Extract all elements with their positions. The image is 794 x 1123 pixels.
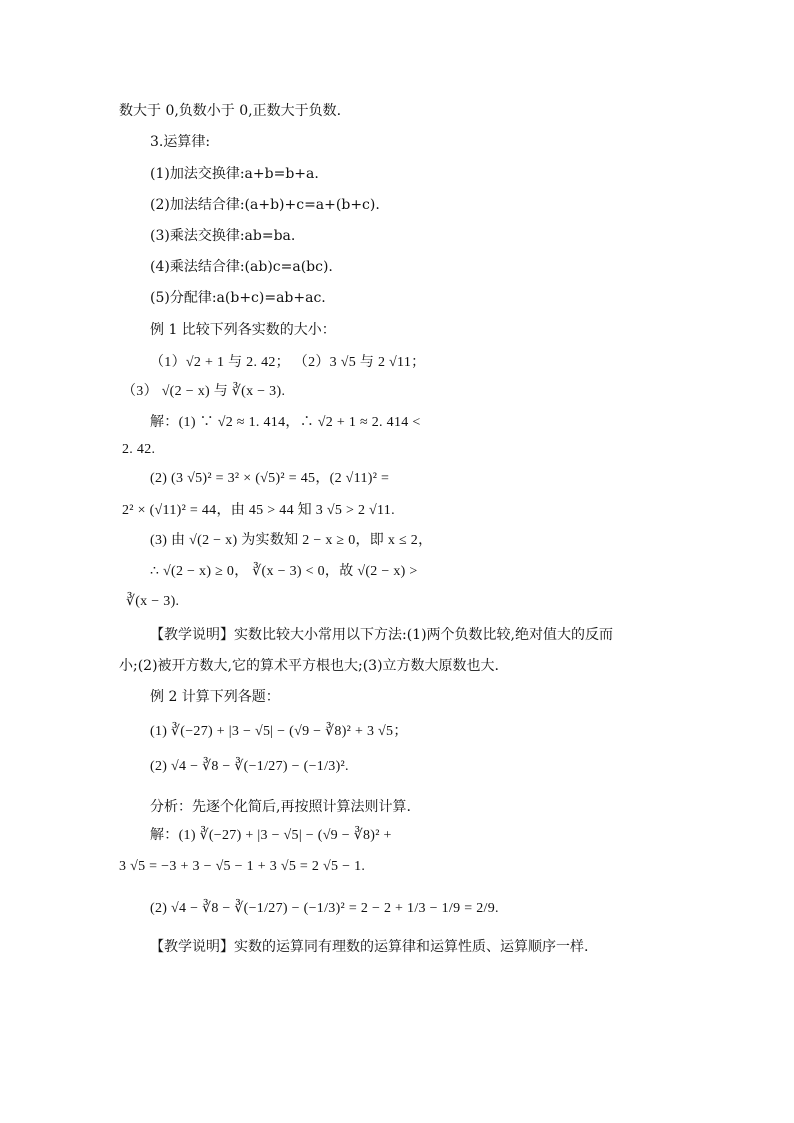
text-line-2: 3.运算律: bbox=[150, 134, 211, 150]
example-2-title: 例 2 计算下列各题： bbox=[150, 689, 280, 705]
example-1-items: （1）√2 + 1 与 2. 42； （2）3 √5 与 2 √11； bbox=[150, 355, 426, 370]
teaching-note-1-line-2: 小;(2)被开方数大,它的算术平方根也大;(3)立方数大原数也大. bbox=[119, 658, 499, 674]
solution-1-line-3: (2) (3 √5)² = 3² × (√5)² = 45，(2 √11)² = bbox=[150, 471, 390, 486]
analysis-line: 分析：先逐个化简后,再按照计算法则计算. bbox=[150, 799, 411, 815]
solution-2-line-3: (2) √4 − ∛8 − ∛(−1/27) − (−1/3)² = 2 − 2 + 1/3 − 1/9 = 2/9. bbox=[150, 901, 499, 916]
solution-1-line-6: ∴ √(2 − x) ≥ 0， ∛(x − 3) < 0，故 √(2 − x) > bbox=[150, 564, 418, 579]
text-line-4: (2)加法结合律:(a+b)+c=a+(b+c). bbox=[150, 197, 380, 213]
solution-1-line-2: 2. 42. bbox=[122, 442, 156, 457]
text-line-3: (1)加法交换律:a+b=b+a. bbox=[150, 166, 319, 182]
solution-1-line-4: 2² × (√11)² = 44，由 45 > 44 知 3 √5 > 2 √11. bbox=[122, 503, 395, 518]
example-2-item-2: (2) √4 − ∛8 − ∛(−1/27) − (−1/3)². bbox=[150, 759, 349, 774]
solution-2-line-1: 解：(1) ∛(−27) + |3 − √5| − (√9 − ∛8)² + bbox=[150, 828, 392, 843]
example-1-title: 例 1 比较下列各实数的大小： bbox=[150, 322, 336, 338]
teaching-note-2: 【教学说明】实数的运算同有理数的运算律和运算性质、运算顺序一样. bbox=[150, 939, 589, 955]
solution-1-line-7: ∛(x − 3). bbox=[126, 594, 180, 609]
teaching-note-1-line-1: 【教学说明】实数比较大小常用以下方法:(1)两个负数比较,绝对值大的反而 bbox=[150, 627, 613, 643]
example-2-item-1: (1) ∛(−27) + |3 − √5| − (√9 − ∛8)² + 3 √5； bbox=[150, 724, 408, 739]
text-line-1: 数大于 0,负数小于 0,正数大于负数. bbox=[119, 103, 342, 119]
text-line-7: (5)分配律:a(b+c)=ab+ac. bbox=[150, 290, 326, 306]
text-line-6: (4)乘法结合律:(ab)c=a(bc). bbox=[150, 259, 333, 275]
solution-1-line-5: (3) 由 √(2 − x) 为实数知 2 − x ≥ 0，即 x ≤ 2， bbox=[150, 533, 433, 548]
solution-1-line-1: 解：(1) ∵ √2 ≈ 1. 414，∴ √2 + 1 ≈ 2. 414 < bbox=[150, 415, 421, 430]
text-line-5: (3)乘法交换律:ab=ba. bbox=[150, 228, 296, 244]
example-1-item-3: （3） √(2 − x) 与 ∛(x − 3). bbox=[122, 384, 286, 399]
solution-2-line-2: 3 √5 = −3 + 3 − √5 − 1 + 3 √5 = 2 √5 − 1. bbox=[119, 859, 366, 874]
